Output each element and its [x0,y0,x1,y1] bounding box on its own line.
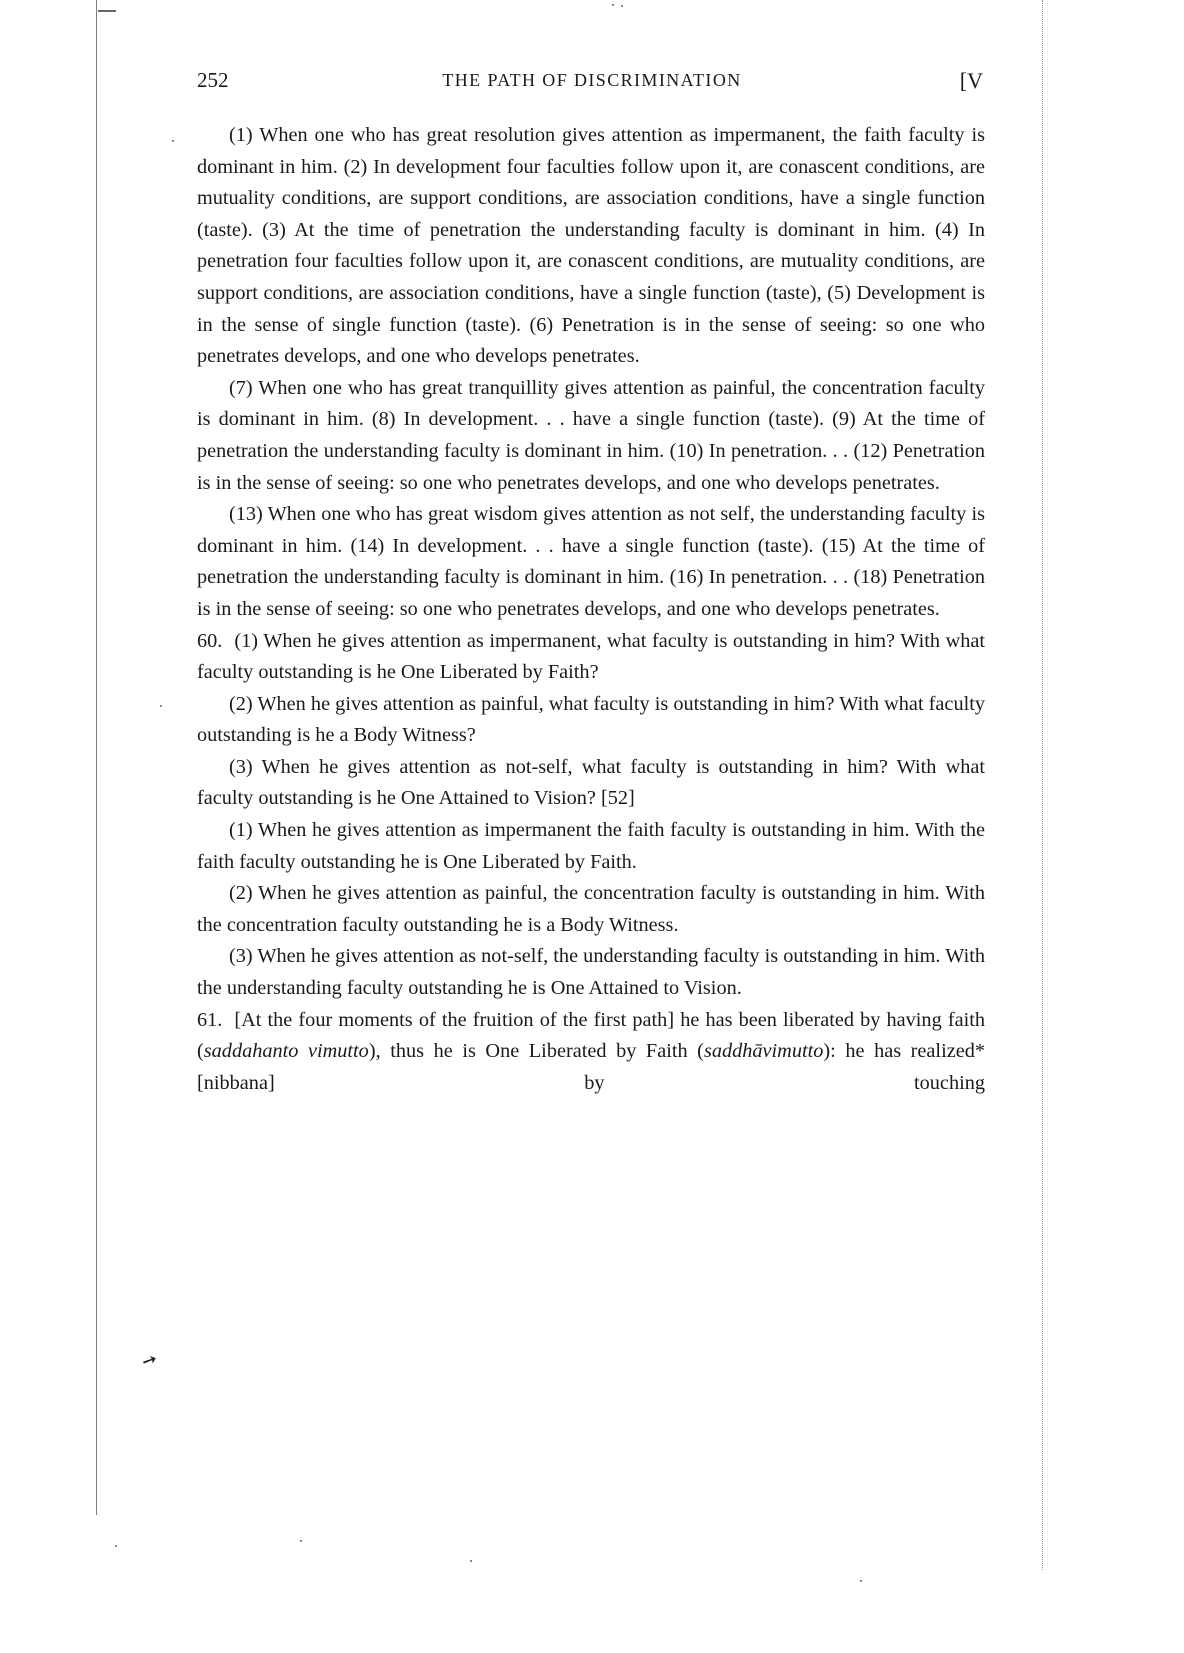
margin-arrow-mark: ➙ [138,1348,160,1373]
scan-speck [160,705,162,707]
paragraph: (7) When one who has great tranquillity gives attention as painful, the concentration faculty is dominant in him. (8) In development. . . have a single function (taste). (9) At the time of penetration the understanding faculty is dominant in him. (10) In penetration. . . (12) Penetration is in the sense of seeing: so one who penetrates develops, and one who develops penetrates. [197,376,985,494]
paragraph: (3) When he gives attention as not-self, the understanding faculty is outstanding in him. With the understanding faculty outstanding he is One Attained to Vision. [197,945,985,1000]
body-text [197,120,985,1099]
paragraph: (1) When one who has great resolution gives attention as impermanent, the faith faculty is dominant in him. (2) In development four faculties follow upon it, are conascent conditions, are mutuality conditions, are support conditions, are association conditions, have a single function (taste). (3) At the time of penetration the understanding faculty is dominant in him. (4) In penetration four faculties follow upon it, are conascent conditions, are mutuality conditions, are support conditions, are association conditions, have a single function (taste), (5) Development is in the sense of single function (taste). (6) Penetration is in the sense of seeing: so one who penetrates develops, and one who develops penetrates. [197,124,985,368]
page-number: 252 [197,68,229,92]
scan-edge-right [1042,0,1045,1570]
paragraph: (2) When he gives attention as painful, what faculty is outstanding in him? With what faculty outstanding is he a Body Witness? [197,692,985,747]
section-number: 61. [197,1008,223,1031]
scan-speck [172,140,174,142]
paragraph-section-60 [197,626,985,689]
scan-speck [470,1560,472,1562]
paragraph-text: (1) When he gives attention as impermanent, what faculty is outstanding in him? With what faculty outstanding is he One Liberated by Faith? [197,629,985,684]
paragraph: (1) When he gives attention as impermanent the faith faculty is outstanding in him. With the faith faculty outstanding he is One Liberated by Faith. [197,819,985,873]
paragraph-text: ): he has realized* [nibbana] by touching [197,1040,985,1094]
paragraph-section-61 [197,1005,985,1100]
scan-speck [612,4,614,6]
pali-term: saddahanto vimutto [203,1040,369,1063]
paragraph: (3) When he gives attention as not-self, what faculty is outstanding in him? With what faculty outstanding is he One Attained to Vision? [52] [197,755,985,810]
pali-term: saddhāvimutto [703,1040,824,1063]
scan-speck [300,1540,302,1542]
scan-speck [115,1545,117,1547]
running-title: THE PATH OF DISCRIMINATION [442,70,742,90]
section-number: 60. [197,629,223,652]
scan-speck [860,1580,862,1582]
scan-edge-left [96,0,98,1515]
chapter-mark: [V [959,68,983,93]
page-header [197,68,987,98]
paragraph: (13) When one who has great wisdom gives attention as not self, the understanding faculty is dominant in him. (14) In development. . . have a single function (taste). (15) At the time of penetration the understanding faculty is dominant in him. (16) In penetration. . . (18) Penetration is in the sense of seeing: so one who penetrates develops, and one who develops penetrates. [197,503,985,620]
paragraph-text: [At the four moments of the fruition of the first path] he has been liberated by having faith ( [197,1008,985,1063]
paragraph: (2) When he gives attention as painful, the concentration faculty is outstanding in him. With the concentration faculty outstanding he is a Body Witness. [197,882,985,936]
paragraph-text: ), thus he is One Liberated by Faith ( [368,1040,704,1063]
scan-speck [621,5,623,7]
